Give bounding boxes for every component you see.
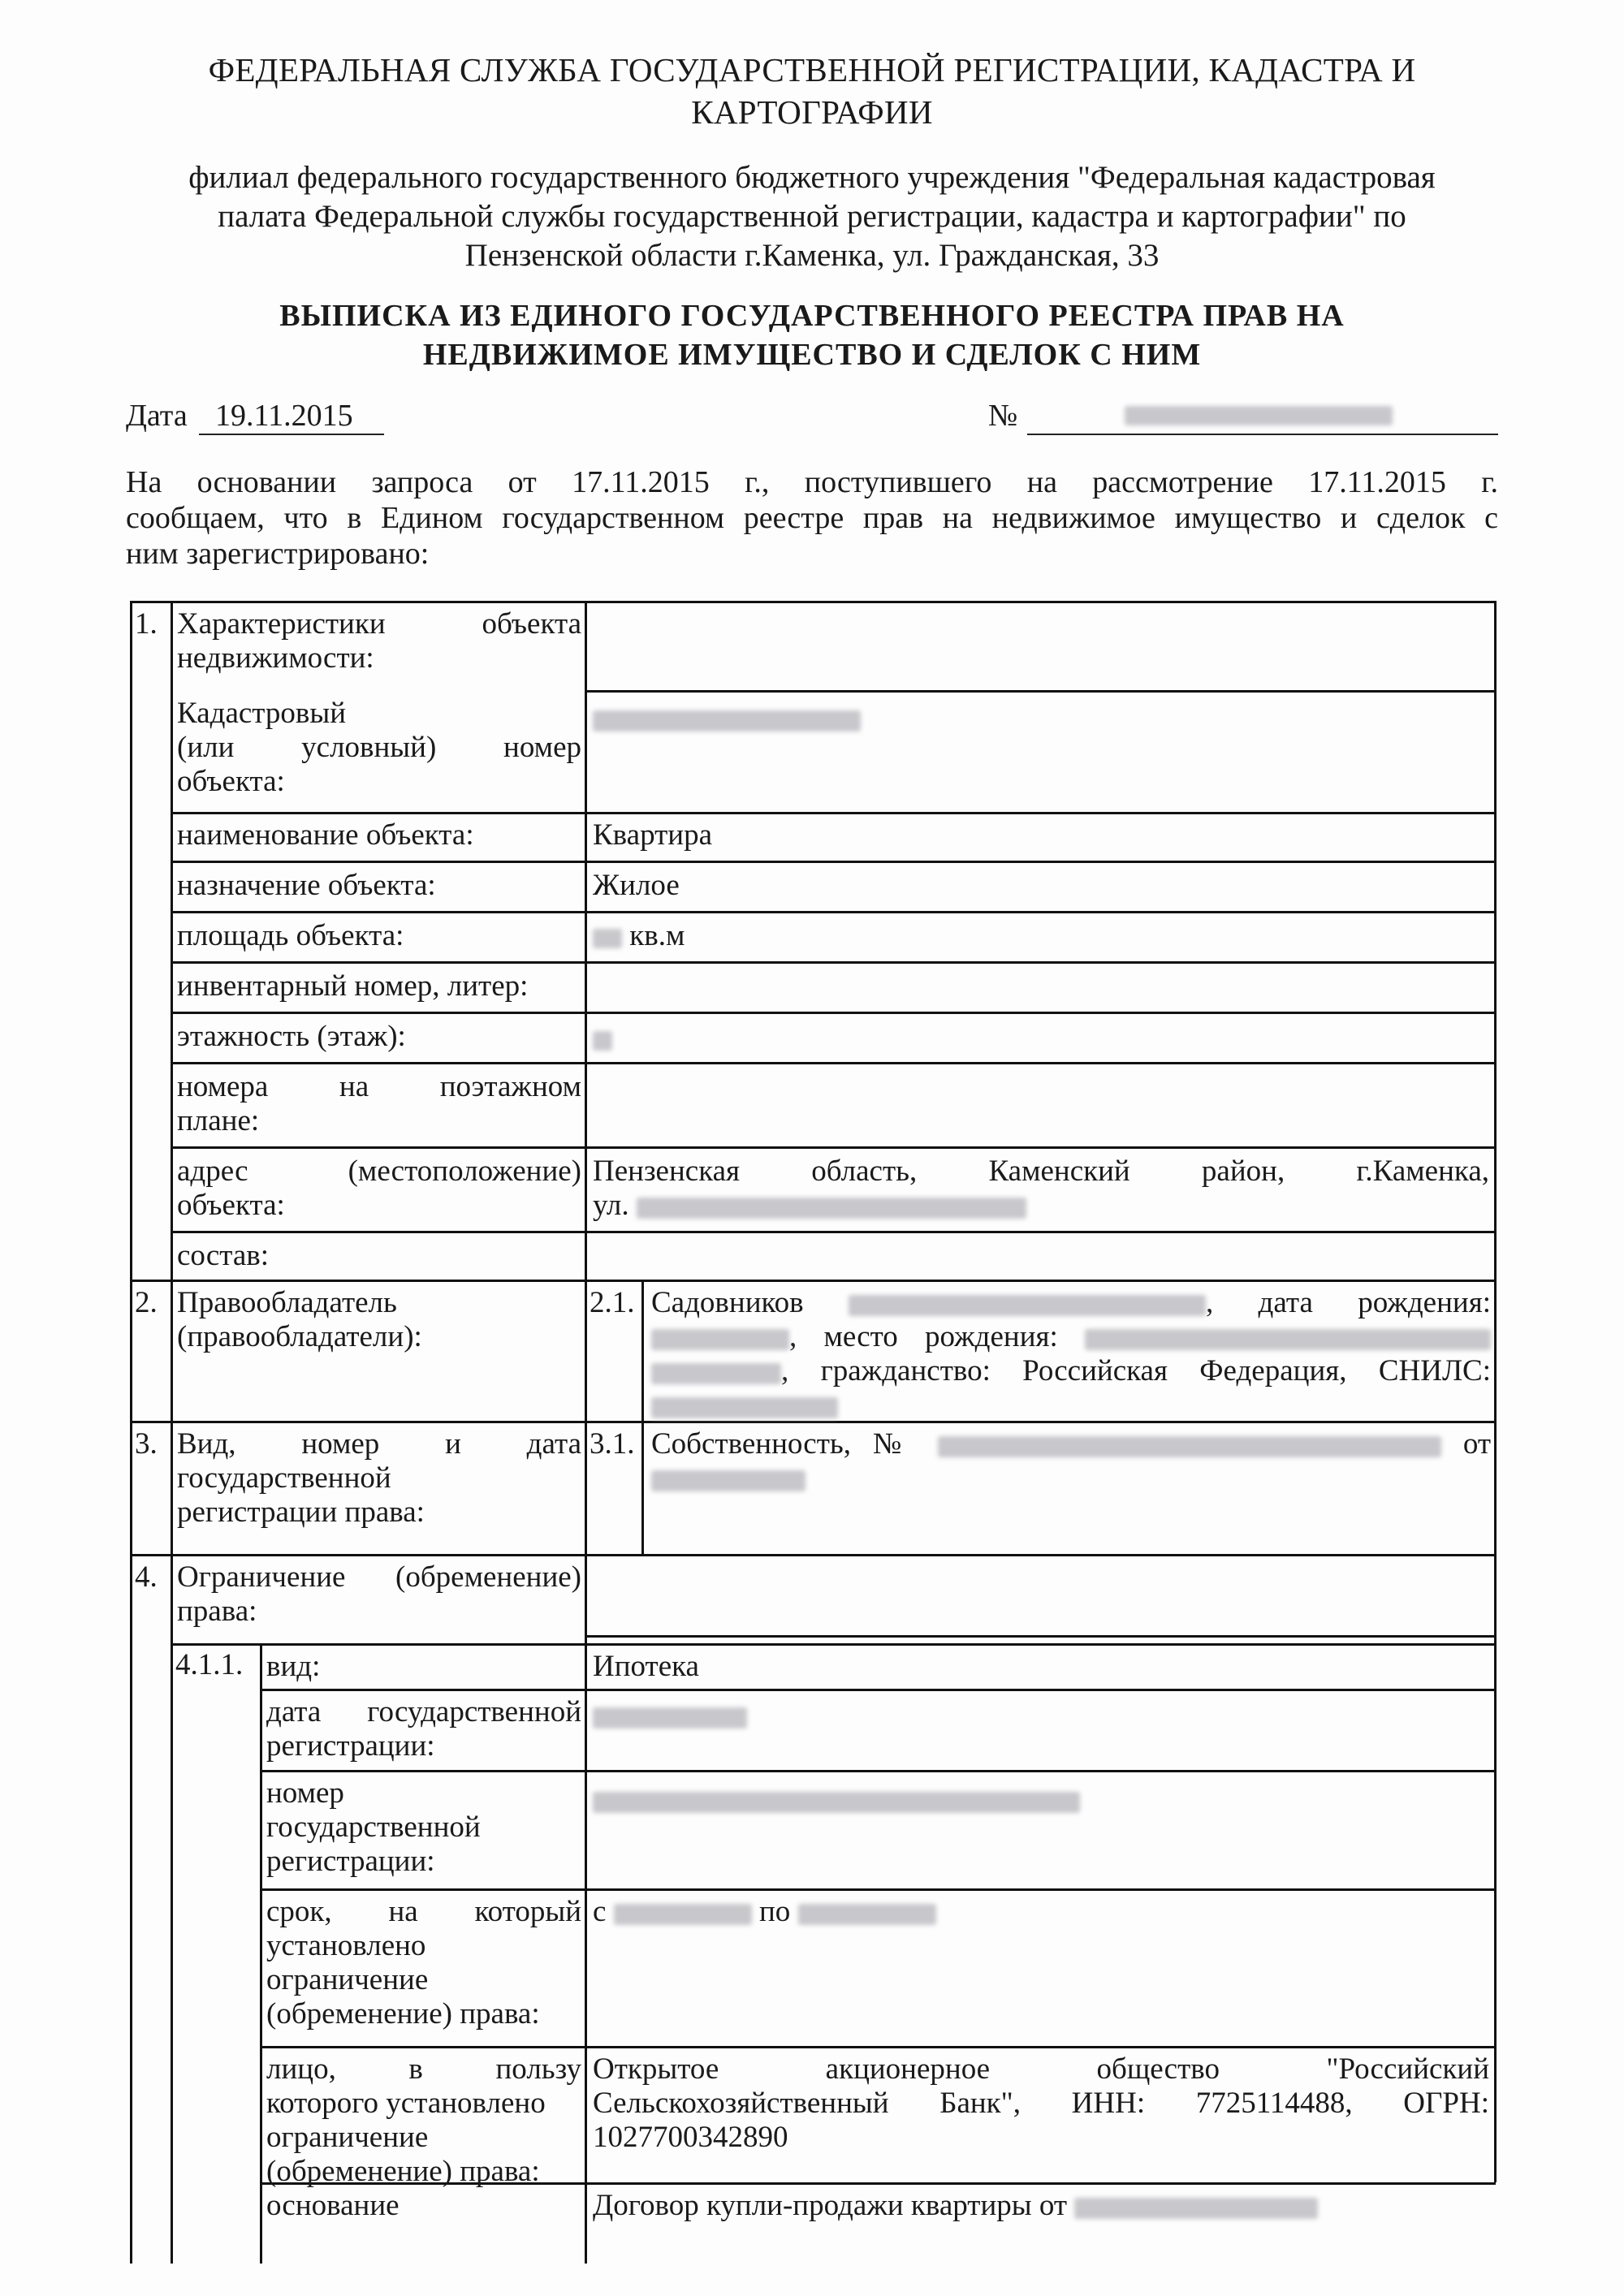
- section-4-number: 4.: [135, 1560, 158, 1594]
- branch-line-2: палата Федеральной службы государственной регистрации, кадастра и картографии" по: [218, 199, 1406, 234]
- section-2-number: 2.: [135, 1286, 158, 1319]
- term-label: срок, на который установлено ограничение (обременение) права:: [266, 1895, 581, 2031]
- reg-number-label: номер государственной регистрации:: [266, 1776, 481, 1878]
- address-label: адрес (местоположение) объекта:: [177, 1154, 581, 1222]
- intro-line-3: ним зарегистрировано:: [126, 537, 430, 571]
- object-name-value: Квартира: [593, 818, 712, 852]
- floors-value-redacted: [593, 1021, 612, 1055]
- owner-value: Садовников , дата рождения: , место рождения: , гражданство: Российская Федерация, СНИЛС:: [651, 1286, 1491, 1422]
- section-3-number: 3.: [135, 1427, 158, 1461]
- object-name-label: наименование объекта:: [177, 818, 474, 852]
- encumbrance-kind-label: вид:: [266, 1650, 321, 1683]
- encumbrance-kind-value: Ипотека: [593, 1650, 699, 1683]
- reg-date-label: дата государственной регистрации:: [266, 1695, 581, 1763]
- agency-header: [97, 49, 1527, 133]
- date-number-line: [126, 398, 1498, 438]
- redaction-mark: [1125, 406, 1393, 425]
- date-value: 19.11.2015: [199, 398, 384, 435]
- title-line-2: НЕДВИЖИМОЕ ИМУЩЕСТВО И СДЕЛОК С НИМ: [422, 338, 1202, 372]
- object-purpose-label: назначение объекта:: [177, 869, 436, 902]
- inventory-label: инвентарный номер, литер:: [177, 969, 529, 1003]
- object-area-value: кв.м: [593, 919, 685, 953]
- composition-label: состав:: [177, 1239, 270, 1272]
- right-registration-value: Собственность, № от: [651, 1427, 1491, 1495]
- encumbrance-subnumber: 4.1.1.: [175, 1648, 244, 1681]
- agency-line-2: КАРТОГРАФИИ: [691, 93, 933, 131]
- branch-line-3: Пензенской области г.Каменка, ул. Гражданская, 33: [464, 238, 1160, 273]
- number-label: №: [988, 399, 1018, 433]
- title-line-1: ВЫПИСКА ИЗ ЕДИНОГО ГОСУДАРСТВЕННОГО РЕЕСТРА ПРАВ НА: [279, 299, 1345, 333]
- intro-line-2: сообщаем, что в Едином государственном реестре прав на недвижимое имущество и сделок с: [126, 501, 1498, 535]
- basis-label: основание: [266, 2189, 400, 2222]
- date-label: Дата: [126, 399, 188, 433]
- intro-paragraph: [126, 464, 1498, 572]
- address-value: Пензенская область, Каменский район, г.Каменка, ул.: [593, 1154, 1489, 1222]
- cadastral-value-redacted: [593, 701, 861, 736]
- number-value-redacted: [1027, 398, 1498, 435]
- reg-number-value-redacted: [593, 1783, 1080, 1817]
- owner-subnumber: 2.1.: [590, 1286, 635, 1319]
- section-1-label: Характеристики объекта недвижимости:: [177, 607, 581, 675]
- right-subnumber: 3.1.: [590, 1427, 635, 1461]
- holder-value: Открытое акционерное общество "Российский Сельскохозяйственный Банк", ИНН: 7725114488, ОГРН: 1027700342890: [593, 2052, 1489, 2154]
- floors-label: этажность (этаж):: [177, 1020, 406, 1053]
- document-title: [97, 296, 1527, 374]
- branch-header: [97, 158, 1527, 275]
- term-value: с по: [593, 1895, 936, 1929]
- agency-line-1: ФЕДЕРАЛЬНАЯ СЛУЖБА ГОСУДАРСТВЕННОЙ РЕГИСТРАЦИИ, КАДАСТРА И: [208, 51, 1416, 88]
- cadastral-label: Кадастровый (или условный) номер объекта:: [177, 697, 581, 798]
- section-1-number: 1.: [135, 607, 158, 641]
- owner-label: Правообладатель (правообладатели):: [177, 1286, 422, 1353]
- holder-label: лицо, в пользу которого установлено ограничение (обременение) права:: [266, 2052, 581, 2188]
- encumbrance-label: Ограничение (обременение) права:: [177, 1560, 581, 1628]
- object-purpose-value: Жилое: [593, 869, 680, 902]
- basis-value: Договор купли-продажи квартиры от: [593, 2189, 1318, 2223]
- intro-line-1: На основании запроса от 17.11.2015 г., поступившего на рассмотрение 17.11.2015 г.: [126, 465, 1498, 499]
- right-registration-label: Вид, номер и дата государственной регистрации права:: [177, 1427, 581, 1529]
- reg-date-value-redacted: [593, 1698, 747, 1733]
- floor-plan-label: номера на поэтажном плане:: [177, 1070, 581, 1137]
- object-area-label: площадь объекта:: [177, 919, 404, 952]
- branch-line-1: филиал федерального государственного бюджетного учреждения "Федеральная кадастровая: [188, 160, 1436, 195]
